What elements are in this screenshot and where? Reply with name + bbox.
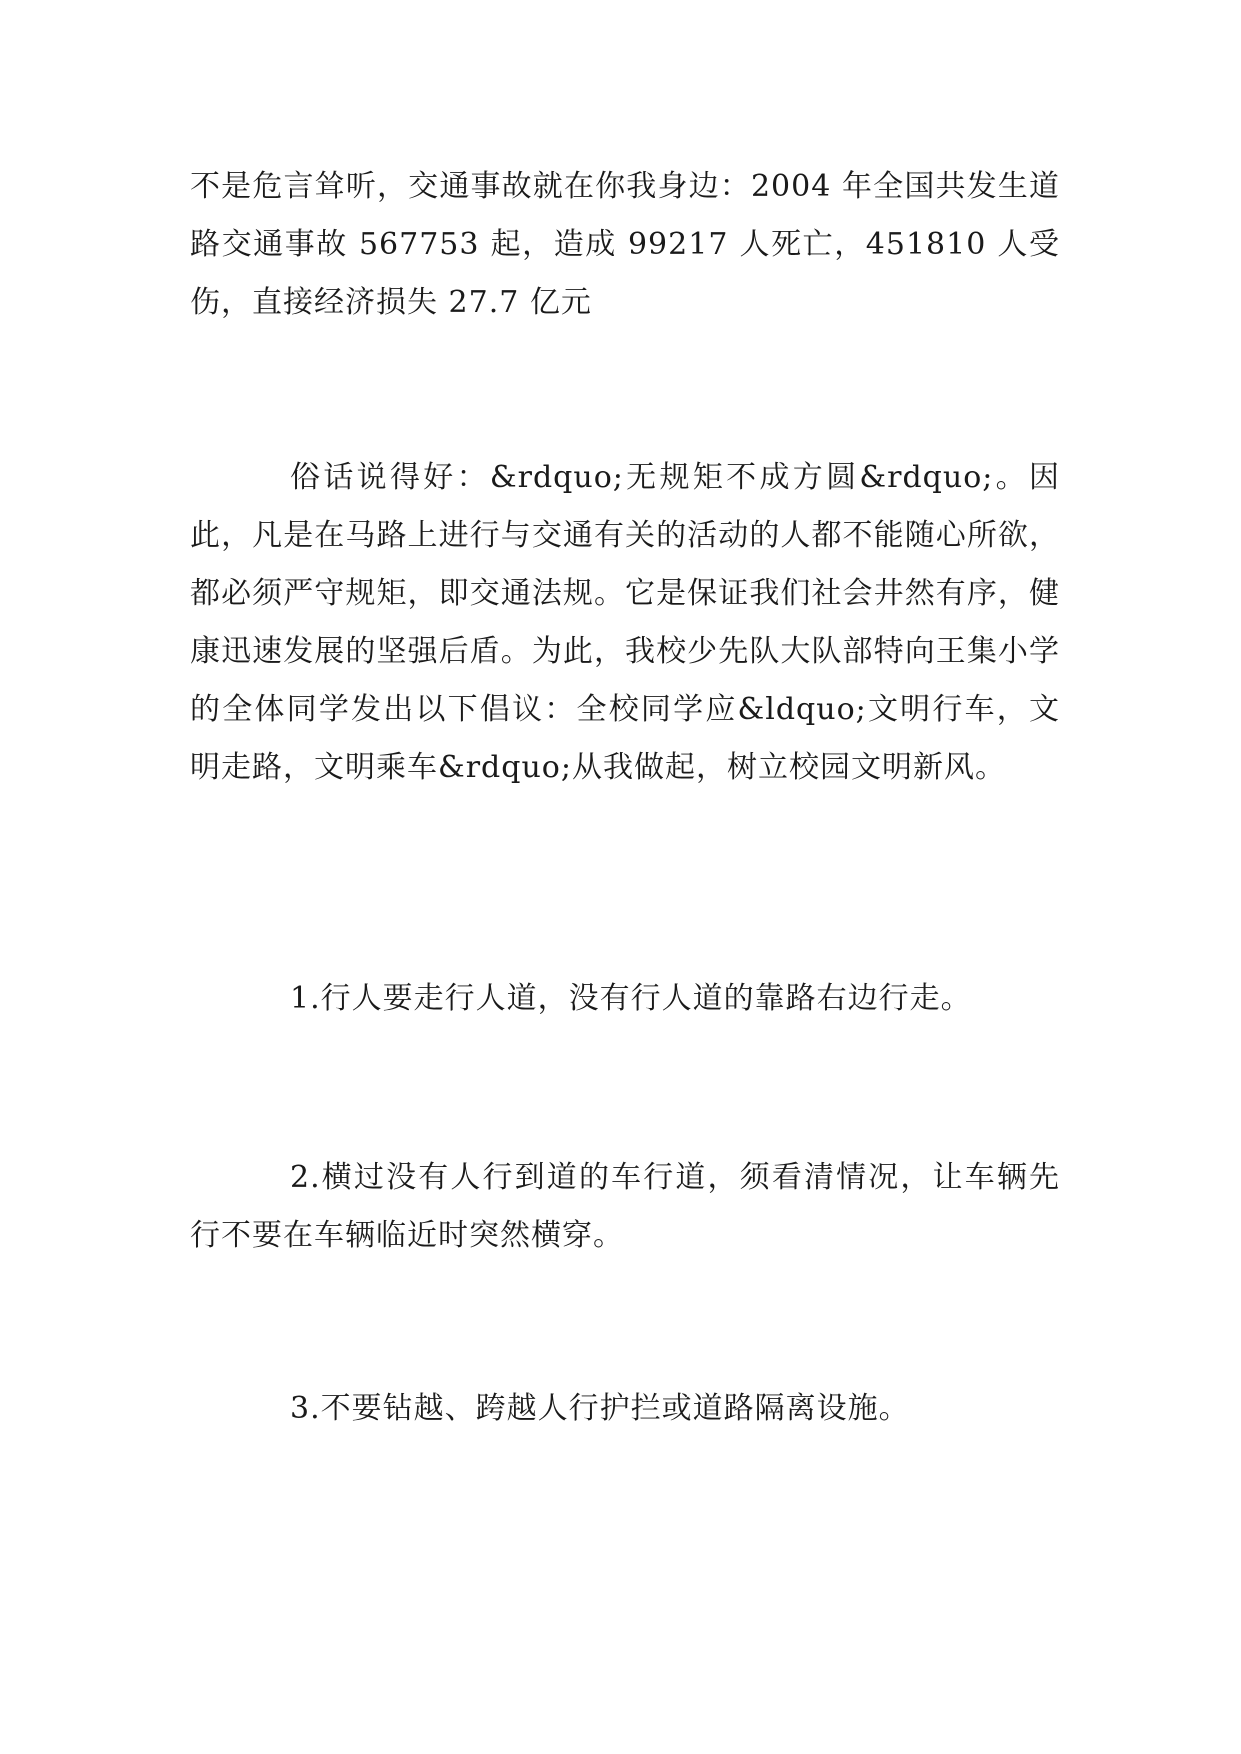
paragraph-proposal: 俗话说得好：&rdquo;无规矩不成方圆&rdquo;。因此，凡是在马路上进行与交通有关的活动的人都不能随心所欲，都必须严守规矩，即交通法规。它是保证我们社会井然有序，健康迅速发展的坚强后盾。为此，我校少先队大队部特向王集小学的全体同学发出以下倡议：全校同学应&ldquo;文明行车，文明走路，文明乘车&rdquo;从我做起，树立校园文明新风。 — [190, 460, 1060, 785]
rule-item-3: 3.不要钻越、跨越人行护拦或道路隔离设施。 — [290, 1391, 910, 1426]
paragraph-accident-statistics: 不是危言耸听，交通事故就在你我身边：2004 年全国共发生道路交通事故 567753 起，造成 99217 人死亡，451810 人受伤，直接经济损失 27.7 亿元 — [190, 169, 1060, 320]
rule-item-2: 2.横过没有人行到道的车行道，须看清情况，让车辆先行不要在车辆临近时突然横穿。 — [190, 1160, 1060, 1253]
rule-item-1: 1.行人要走行人道，没有行人道的靠路右边行走。 — [290, 981, 972, 1016]
